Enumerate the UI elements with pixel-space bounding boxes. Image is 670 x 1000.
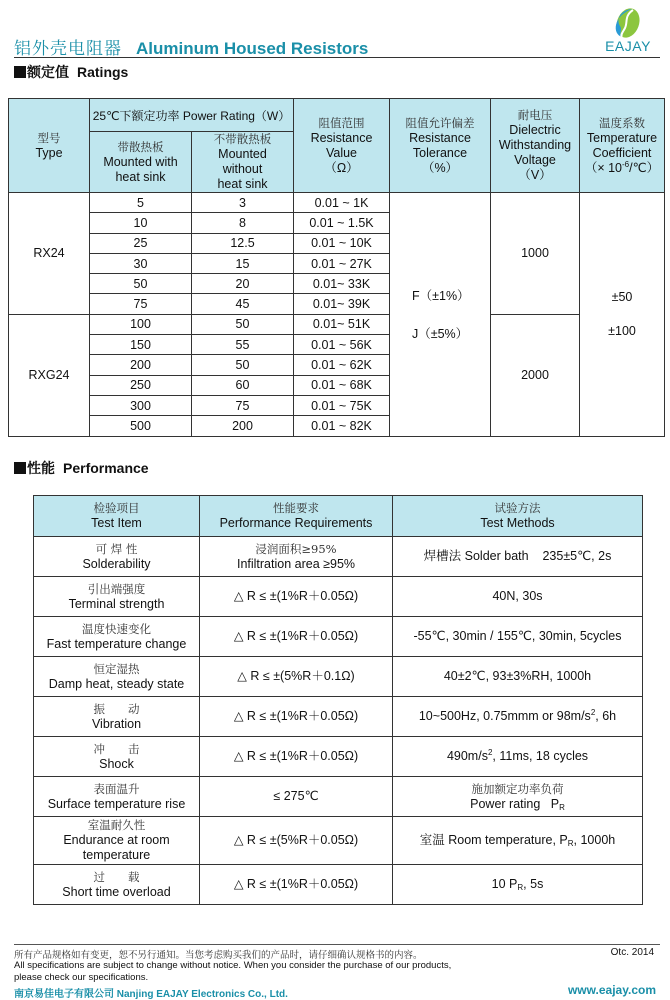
header-tcr-cn: 温度系数: [599, 115, 645, 130]
test-item-cn: 表面温升: [93, 781, 140, 796]
power-without-heat-sink: 75: [192, 395, 294, 415]
performance-title-cn: 性能: [27, 460, 55, 476]
test-method-superscript: 2: [590, 708, 596, 717]
test-item: [34, 577, 200, 617]
power-without-heat-sink: 50: [192, 314, 294, 334]
header-tcr-en2: Coefficient: [592, 145, 652, 160]
test-method-superscript: 2: [487, 748, 493, 757]
power-with-heat-sink: 25: [90, 233, 192, 253]
test-method: [393, 617, 643, 657]
performance-requirement: [200, 577, 393, 617]
test-method-text: 40N, 30s: [492, 589, 543, 603]
header-power-rating: [90, 99, 294, 132]
test-method-suffix: , 1000h: [573, 833, 616, 847]
test-method-suffix: , 11ms, 18 cycles: [492, 749, 589, 763]
footer-company-name: 南京易佳电子有限公司 Nanjing EAJAY Electronics Co., Ltd.: [14, 989, 288, 1000]
power-without-heat-sink: 50: [192, 355, 294, 375]
power-without-heat-sink: 200: [192, 416, 294, 436]
resistance-range: 0.01~ 39K: [294, 294, 390, 314]
header-performance-requirements: [200, 496, 393, 537]
test-item-en: Shock: [99, 756, 134, 771]
header-resistance-tolerance: [390, 99, 491, 193]
test-method-text: [393, 833, 642, 848]
ratings-table: [8, 98, 665, 437]
test-item-cn: 引出端强度: [87, 581, 146, 596]
resistance-range: 0.01~ 51K: [294, 314, 390, 334]
header-res-en1: Resistance: [310, 130, 373, 145]
performance-title-en: Performance: [63, 460, 149, 476]
resistance-range: 0.01 ~ 1.5K: [294, 213, 390, 233]
test-method: [393, 537, 643, 577]
requirement-text: ≤ 275℃: [273, 789, 319, 803]
performance-row: [34, 865, 643, 905]
test-method-main: 490m/s: [446, 749, 488, 763]
test-item-en-line1: Endurance at room: [63, 833, 170, 847]
test-item: [34, 657, 200, 697]
test-method-cn: 施加额定功率负荷: [471, 781, 564, 796]
tolerance-f: F（±1%）: [412, 289, 470, 304]
header-res-unit: （Ω）: [324, 160, 359, 175]
power-with-heat-sink: 150: [90, 335, 192, 355]
ratings-title-cn: 额定值: [27, 64, 69, 80]
header-without-en1: Mounted: [218, 147, 267, 161]
test-method-suffix: , 6h: [595, 709, 617, 723]
test-method-main: 10~500Hz, 0.75mmm or 98m/s: [418, 709, 591, 723]
ratings-title-en: Ratings: [77, 64, 129, 80]
header-res-cn: 阻值范围: [318, 115, 365, 130]
tcr-unit-exp: -6: [622, 159, 630, 169]
performance-row: [34, 777, 643, 817]
resistance-range: 0.01 ~ 62K: [294, 355, 390, 375]
header-req-en: Performance Requirements: [219, 516, 373, 530]
resistance-range: 0.01 ~ 56K: [294, 335, 390, 355]
header-tol-unit: （%）: [421, 160, 459, 175]
header-type-cn: 型号: [37, 130, 61, 145]
test-item: [34, 865, 200, 905]
test-item: [34, 617, 200, 657]
ratings-row: [9, 193, 665, 213]
power-with-heat-sink: 300: [90, 395, 192, 415]
performance-requirement: [200, 777, 393, 817]
page-title: [14, 34, 368, 59]
header-withstanding-voltage: [491, 99, 580, 193]
footer-divider: [14, 944, 660, 945]
test-method-text: [393, 749, 642, 764]
header-item-cn: 检验项目: [93, 501, 140, 515]
header-volt-cn: 耐电压: [517, 108, 553, 122]
test-item-cn: 冲 击: [93, 741, 140, 756]
header-type: [9, 99, 90, 193]
performance-row: [34, 737, 643, 777]
test-item-cn: 温度快速变化: [82, 621, 151, 636]
header-with-heat-sink: [90, 132, 192, 193]
header-without-heat-sink: [192, 132, 294, 193]
power-with-heat-sink: 50: [90, 274, 192, 294]
header-tol-en1: Resistance: [409, 130, 471, 145]
test-method: [393, 577, 643, 617]
test-method-suffix: , 5s: [523, 877, 544, 891]
requirement-text: △ R ≤ ±(1%R＋0.05Ω): [233, 589, 359, 603]
power-without-heat-sink: 8: [192, 213, 294, 233]
temperature-coefficient-cell: [580, 193, 665, 437]
footer-notice-cn: 所有产品规格如有变更，恕不另行通知。当您考虑购买我们的产品时，请仔细确认规格书的内容。: [14, 950, 423, 961]
header-temperature-coefficient: [580, 99, 665, 193]
performance-row: [34, 537, 643, 577]
header-without-en2: without: [222, 162, 263, 176]
power-without-heat-sink: 12.5: [192, 233, 294, 253]
performance-row: [34, 697, 643, 737]
requirement-cn: 浸润面积≥95%: [255, 541, 337, 556]
power-without-heat-sink: 15: [192, 253, 294, 273]
power-with-heat-sink: 30: [90, 253, 192, 273]
test-item: [34, 537, 200, 577]
resistance-range: 0.01 ~ 1K: [294, 193, 390, 213]
test-item-cn: 过 载: [93, 869, 140, 884]
header-req-cn: 性能要求: [273, 501, 319, 515]
resistance-range: 0.01 ~ 68K: [294, 375, 390, 395]
requirement-text: △ R ≤ ±(5%R＋0.1Ω): [237, 669, 355, 683]
tcr-value-2: ±100: [608, 324, 636, 339]
logo-text: EAJAY: [605, 38, 651, 54]
performance-requirement: [200, 617, 393, 657]
test-method-text: [393, 709, 642, 724]
power-with-heat-sink: 75: [90, 294, 192, 314]
header-type-en: Type: [35, 145, 63, 160]
performance-row: [34, 617, 643, 657]
test-method: [393, 817, 643, 865]
ratings-row: [9, 314, 665, 334]
test-method-text: 40±2℃, 93±3%RH, 1000h: [443, 669, 592, 683]
requirement-text: △ R ≤ ±(1%R＋0.05Ω): [233, 749, 359, 763]
power-without-heat-sink: 3: [192, 193, 294, 213]
header-volt-unit: （V）: [518, 168, 552, 182]
header-without-cn: 不带散热板: [213, 132, 272, 146]
test-method-subscript: R: [517, 883, 524, 892]
test-item-cn: 可 焊 性: [95, 541, 138, 556]
tcr-value-1: ±50: [611, 290, 633, 305]
performance-section-title: [14, 458, 149, 478]
test-item-en-line2: temperature: [82, 848, 151, 862]
test-method-main: 室温 Room temperature, P: [419, 833, 568, 847]
header-without-en3: heat sink: [217, 177, 268, 191]
page-title-en: Aluminum Housed Resistors: [136, 39, 369, 58]
power-with-heat-sink: 200: [90, 355, 192, 375]
performance-body: [34, 537, 643, 905]
model-type: RX24: [9, 193, 90, 315]
requirement-text: △ R ≤ ±(1%R＋0.05Ω): [233, 709, 359, 723]
test-method-text: -55℃, 30min / 155℃, 30min, 5cycles: [413, 629, 622, 643]
test-method-subscript: R: [559, 802, 565, 812]
ratings-body: [9, 193, 665, 437]
header-method-cn: 试验方法: [494, 501, 541, 515]
test-item: [34, 737, 200, 777]
tcr-unit-post: /℃）: [629, 160, 660, 175]
footer-notice-en-line2: please check our specifications.: [14, 972, 149, 983]
test-method: [393, 865, 643, 905]
model-type: RXG24: [9, 314, 90, 436]
performance-requirement: [200, 865, 393, 905]
ratings-header-row: [9, 99, 665, 132]
power-with-heat-sink: 250: [90, 375, 192, 395]
performance-requirement: [200, 817, 393, 865]
header-volt-en1: Dielectric: [509, 123, 561, 137]
test-item: [34, 817, 200, 865]
header-volt-en3: Voltage: [514, 153, 556, 167]
test-method-main: 10 P: [491, 877, 518, 891]
performance-requirement: [200, 697, 393, 737]
performance-requirement: [200, 737, 393, 777]
test-method: [393, 777, 643, 817]
ratings-section-title: [14, 62, 128, 82]
performance-row: [34, 577, 643, 617]
performance-requirement: [200, 657, 393, 697]
header-test-methods: [393, 496, 643, 537]
header-with-cn: 带散热板: [117, 139, 164, 154]
resistance-range: 0.01 ~ 27K: [294, 253, 390, 273]
power-with-heat-sink: 5: [90, 193, 192, 213]
header-item-en: Test Item: [91, 516, 142, 530]
test-method: [393, 657, 643, 697]
performance-row: [34, 817, 643, 865]
test-method-text: [393, 797, 642, 812]
withstanding-voltage: 1000: [491, 193, 580, 315]
test-item-en: Solderability: [82, 556, 151, 571]
requirement-text: △ R ≤ ±(1%R＋0.05Ω): [233, 629, 359, 643]
test-item-en: Damp heat, steady state: [48, 676, 185, 691]
test-method: [393, 737, 643, 777]
test-item-en: Surface temperature rise: [47, 796, 186, 811]
tolerance-cell: [390, 193, 491, 437]
performance-table: [33, 495, 643, 905]
power-without-heat-sink: 55: [192, 335, 294, 355]
performance-header-row: [34, 496, 643, 537]
resistance-range: 0.01~ 33K: [294, 274, 390, 294]
power-with-heat-sink: 500: [90, 416, 192, 436]
test-item-en: Short time overload: [62, 884, 171, 899]
footer-notice-en-line1: All specifications are subject to change without notice. When you consider the purchase of our products,: [14, 960, 452, 971]
test-item-cn: 振 动: [93, 701, 140, 716]
withstanding-voltage: 2000: [491, 314, 580, 436]
test-item-cn: 室温耐久性: [87, 818, 146, 832]
header-tcr-en1: Temperature: [586, 130, 658, 145]
header-tol-cn: 阻值允许偏差: [405, 115, 475, 130]
tcr-unit-pre: （× 10: [584, 160, 623, 175]
test-method: [393, 697, 643, 737]
test-method-main: Power rating P: [470, 796, 560, 811]
requirement-text: △ R ≤ ±(1%R＋0.05Ω): [233, 877, 359, 891]
performance-requirement: [200, 537, 393, 577]
performance-row: [34, 657, 643, 697]
test-item-cn: 恒定湿热: [93, 661, 140, 676]
header-tcr-unit: [580, 161, 664, 176]
resistance-range: 0.01 ~ 75K: [294, 395, 390, 415]
test-item-en: Terminal strength: [68, 596, 165, 611]
square-bullet-icon: [14, 462, 26, 474]
power-without-heat-sink: 45: [192, 294, 294, 314]
power-with-heat-sink: 100: [90, 314, 192, 334]
header-tol-en2: Tolerance: [412, 145, 468, 160]
header-with-en1: Mounted with: [103, 154, 178, 169]
power-with-heat-sink: 10: [90, 213, 192, 233]
square-bullet-icon: [14, 66, 26, 78]
resistance-range: 0.01 ~ 82K: [294, 416, 390, 436]
power-without-heat-sink: 20: [192, 274, 294, 294]
test-item-en: Vibration: [91, 716, 142, 731]
header-test-item: [34, 496, 200, 537]
test-item: [34, 777, 200, 817]
footer-date: Otc. 2014: [610, 947, 654, 958]
test-method-subscript: R: [567, 839, 574, 848]
header-volt-en2: Withstanding: [498, 138, 572, 152]
page-title-cn: 铝外壳电阻器: [14, 39, 122, 58]
test-item: [34, 697, 200, 737]
tolerance-j: J（±5%）: [412, 327, 469, 342]
leaf-logo-icon: [598, 6, 658, 40]
header-with-en2: heat sink: [115, 169, 166, 184]
footer-website-link[interactable]: www.eajay.com: [567, 983, 656, 997]
requirement-en: Infiltration area ≥95%: [236, 556, 356, 571]
eajay-logo: [598, 6, 658, 56]
header-divider: [14, 57, 660, 58]
power-without-heat-sink: 60: [192, 375, 294, 395]
header-method-en: Test Methods: [480, 516, 555, 530]
header-resistance-value: [294, 99, 390, 193]
header-res-en2: Value: [325, 145, 358, 160]
requirement-text: △ R ≤ ±(5%R＋0.05Ω): [233, 833, 359, 847]
test-method-text: 焊槽法 Solder bath 235±5℃, 2s: [423, 549, 612, 563]
header-power-rating-label: 25℃下额定功率 Power Rating（W）: [92, 108, 291, 123]
resistance-range: 0.01 ~ 10K: [294, 233, 390, 253]
test-method-text: [393, 877, 642, 892]
test-item-en: Fast temperature change: [46, 636, 187, 651]
